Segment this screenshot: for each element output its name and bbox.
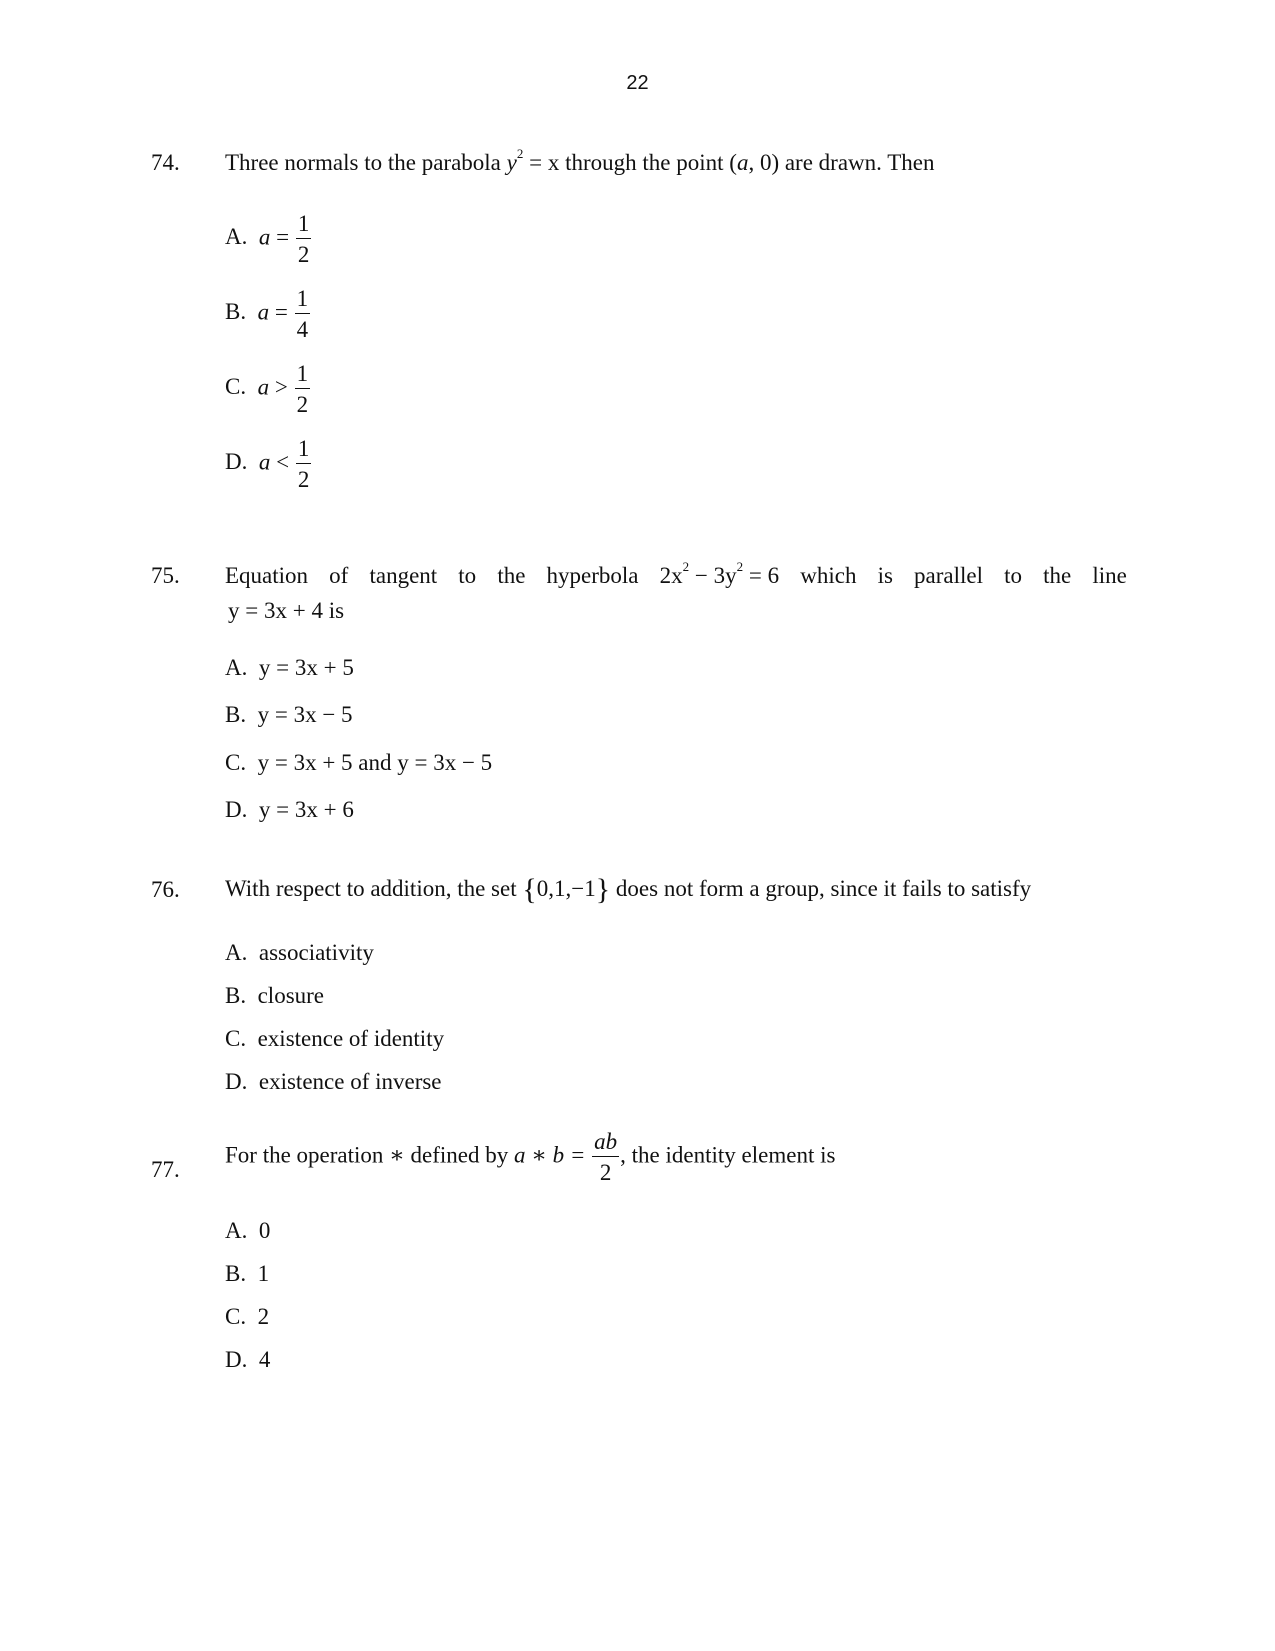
question-text-part: defined by (404, 1142, 515, 1168)
question-word: Equation (225, 563, 309, 588)
fraction-denominator: 2 (297, 467, 310, 492)
question-text-part: through the point ( (559, 150, 737, 175)
option-a (225, 212, 312, 266)
math-term: − 3y (689, 563, 737, 588)
math-term: = 6 (743, 563, 780, 588)
option-text: 2 (257, 1304, 270, 1329)
option-a (225, 940, 374, 966)
fraction (296, 437, 312, 491)
math-var: a (258, 224, 271, 250)
option-text: closure (257, 983, 325, 1008)
option-letter: D. (225, 1347, 248, 1372)
option-text: 1 (257, 1261, 270, 1286)
math-operator: ∗ (389, 1142, 405, 1168)
option-c (225, 362, 311, 416)
question-text-part: , 0) are drawn. Then (748, 150, 935, 175)
math-var: a (257, 299, 270, 325)
option-text: y = 3x − 5 (257, 702, 353, 727)
option-b (225, 983, 324, 1009)
option-text: y = 3x + 6 (258, 797, 354, 822)
fraction-denominator: 2 (297, 242, 310, 267)
math-var: a (736, 150, 749, 175)
page-number: 22 (626, 72, 649, 94)
option-text: y = 3x + 5 and y = 3x − 5 (257, 750, 493, 775)
option-a (225, 655, 354, 681)
math-exponent: 2 (736, 559, 744, 574)
option-a (225, 1218, 270, 1244)
fraction (592, 1130, 619, 1184)
math-operator: < (270, 449, 295, 475)
fraction-numerator: 1 (296, 212, 312, 239)
option-b (225, 287, 311, 341)
option-b (225, 702, 353, 728)
math-var: a (258, 449, 271, 475)
option-text: 4 (258, 1347, 271, 1372)
brace-open: { (522, 873, 537, 906)
question-word: is (877, 563, 893, 588)
option-letter: B. (225, 299, 247, 325)
question-text-line (225, 559, 1127, 589)
question-word: of (329, 563, 349, 588)
option-letter: D. (225, 449, 248, 475)
math-operator: > (269, 374, 294, 400)
option-letter: C. (225, 1304, 247, 1329)
question-number: 74. (151, 150, 180, 175)
math-expr: y = 3x + 4 (228, 598, 323, 623)
math-var: y (506, 150, 517, 175)
option-text: existence of identity (257, 1026, 445, 1051)
option-b (225, 1261, 269, 1287)
option-text: existence of inverse (258, 1069, 442, 1094)
option-d (225, 437, 312, 491)
option-d (225, 1069, 442, 1095)
option-letter: A. (225, 655, 248, 680)
option-letter: D. (225, 797, 248, 822)
question-text-part: For the operation (225, 1142, 390, 1168)
question-text-part: is (322, 598, 345, 623)
option-letter: C. (225, 750, 247, 775)
question-word: the (497, 563, 526, 588)
fraction-numerator: 1 (296, 437, 312, 464)
question-word: to (458, 563, 477, 588)
fraction-numerator: ab (592, 1130, 619, 1157)
math-term: 2x (659, 563, 683, 588)
math-operator: = (269, 299, 294, 325)
option-text: associativity (258, 940, 374, 965)
question-word: parallel (914, 563, 984, 588)
math-exponent: 2 (682, 559, 690, 574)
question-word: hyperbola (546, 563, 639, 588)
option-c (225, 1026, 444, 1052)
question-number: 77. (151, 1157, 180, 1182)
fraction (295, 362, 311, 416)
option-letter: A. (225, 940, 248, 965)
option-letter: A. (225, 224, 248, 250)
option-letter: B. (225, 1261, 247, 1286)
question-text-line (228, 598, 344, 624)
math-operator: = (270, 224, 295, 250)
brace-close: } (595, 873, 611, 906)
question-text (225, 873, 1031, 907)
option-d (225, 1347, 270, 1373)
question-text-part: , the identity element is (620, 1142, 836, 1168)
option-c (225, 750, 492, 776)
question-text (225, 146, 935, 176)
fraction (296, 212, 312, 266)
option-letter: A. (225, 1218, 248, 1243)
math-expr: = x (523, 150, 560, 175)
option-d (225, 797, 354, 823)
set-items: 0,1,−1 (536, 876, 596, 901)
question-word: line (1092, 563, 1127, 588)
fraction (295, 287, 311, 341)
option-letter: B. (225, 702, 247, 727)
question-word: to (1004, 563, 1023, 588)
option-letter: B. (225, 983, 247, 1008)
option-text: y = 3x + 5 (258, 655, 354, 680)
option-letter: C. (225, 374, 247, 400)
option-letter: C. (225, 1026, 247, 1051)
fraction-denominator: 2 (296, 392, 309, 417)
fraction-numerator: 1 (295, 287, 311, 314)
math-exponent: 2 (516, 146, 524, 161)
math-expr: a ∗ b = (514, 1142, 592, 1168)
question-word: which (800, 563, 857, 588)
option-letter: D. (225, 1069, 248, 1094)
question-text-part: Three normals to the parabola (225, 150, 507, 175)
question-text (225, 1130, 835, 1184)
question-text-part: With respect to addition, the set (225, 876, 523, 901)
fraction-numerator: 1 (295, 362, 311, 389)
question-number: 76. (151, 877, 180, 902)
question-word: tangent (369, 563, 438, 588)
option-text: 0 (258, 1218, 271, 1243)
option-c (225, 1304, 269, 1330)
fraction-denominator: 2 (599, 1160, 612, 1185)
fraction-denominator: 4 (296, 317, 309, 342)
question-text-part: does not form a group, since it fails to satisfy (610, 876, 1032, 901)
math-var: a (257, 374, 270, 400)
question-number: 75. (151, 563, 180, 588)
question-word: the (1043, 563, 1072, 588)
math-expr (659, 559, 780, 589)
